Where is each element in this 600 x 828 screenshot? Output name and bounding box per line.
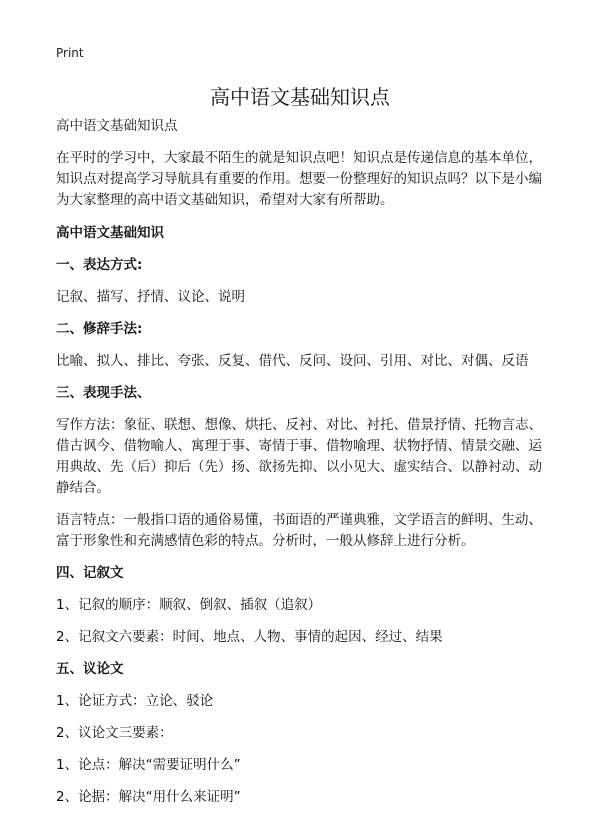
section-3-writing-methods: 写作方法：象征、联想、想像、烘托、反衬、对比、衬托、借景抒情、托物言志、借古讽今、借物喻人、寓理于事、寄情于事、借物喻理、状物抒情、情景交融、运用典故、先（后）抑后（先）扬、欲扬先抑、以小见大、虚实结合、以静衬动、动静结合。: [56, 417, 542, 496]
section-3-language-features: 语言特点：一般指口语的通俗易懂，书面语的严谨典雅，文学语言的鲜明、生动、富于形象性和充满感情色彩的特点。分析时，一般从修辞上进行分析。: [56, 512, 542, 549]
intro-paragraph: 在平时的学习中，大家最不陌生的就是知识点吧！知识点是传递信息的基本单位，知识点对提高学习导航具有重要的作用。想要一份整理好的知识点吗？以下是小编为大家整理的高中语文基础知识，希望对大家有所帮助。: [56, 150, 542, 208]
section-5-line-4: 2、论据：解决“用什么来证明”: [56, 789, 241, 805]
page-title: 高中语文基础知识点: [210, 85, 390, 109]
section-heading-1: 一、表达方式:: [56, 257, 143, 273]
section-4-line-1: 1、记叙的顺序：顺叙、倒叙、插叙（追叙）: [56, 597, 322, 613]
section-2-text: 比喻、拟人、排比、夸张、反复、借代、反问、设问、引用、对比、对偶、反语: [56, 353, 529, 369]
section-heading-5: 五、议论文: [56, 661, 124, 677]
section-1-text: 记叙、描写、抒情、议论、说明: [56, 289, 245, 305]
section-heading-4: 四、记叙文: [56, 565, 124, 581]
section-heading-main: 高中语文基础知识: [56, 225, 164, 241]
section-5-line-3: 1、论点：解决“需要证明什么”: [56, 757, 241, 773]
print-link[interactable]: Print: [56, 46, 84, 60]
section-5-line-2: 2、议论文三要素：: [56, 725, 173, 741]
article-subtitle: 高中语文基础知识点: [56, 118, 178, 134]
section-5-line-1: 1、论证方式：立论、驳论: [56, 693, 214, 709]
section-heading-2: 二、修辞手法:: [56, 321, 143, 337]
article-body: [56, 116, 548, 819]
section-heading-3: 三、表现手法、: [56, 385, 151, 401]
section-4-line-2: 2、记叙文六要素：时间、地点、人物、事情的起因、经过、结果: [56, 629, 443, 645]
